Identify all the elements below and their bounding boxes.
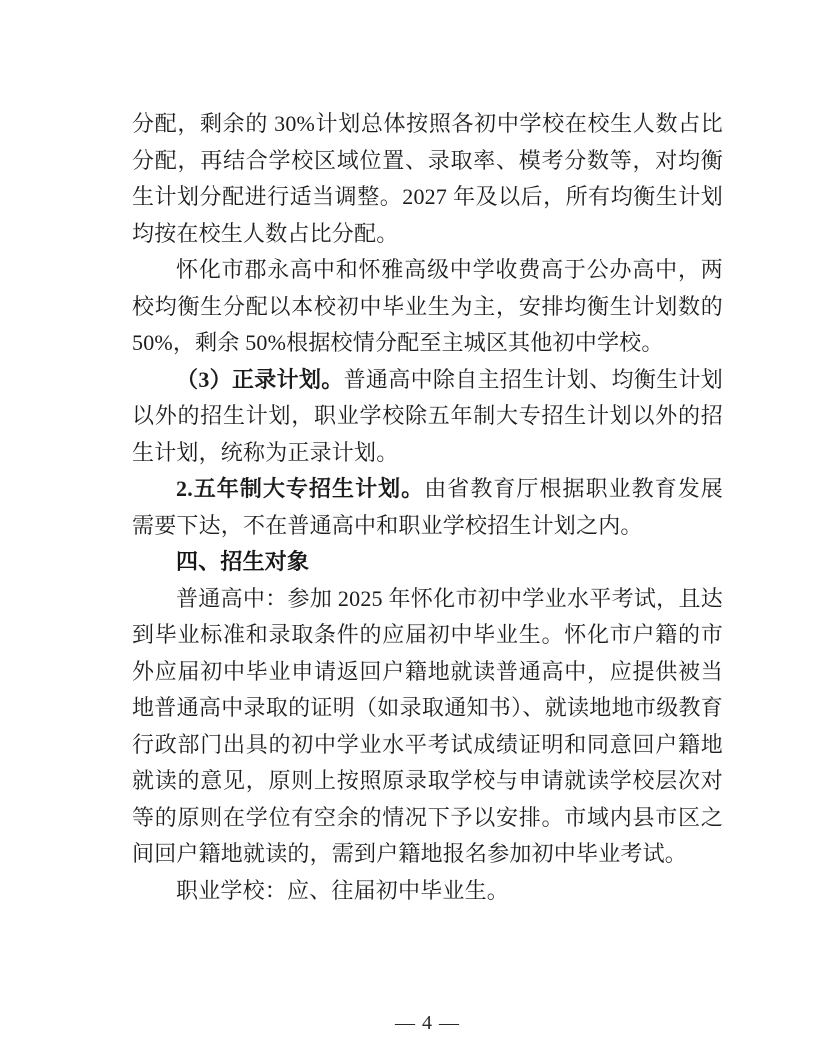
paragraph [132,873,723,910]
paragraph-lead: 2.五年制大专招生计划。 [176,476,425,501]
paragraph-text: 普通高中：参加 2025 年怀化市初中学业水平考试，且达到毕业标准和录取条件的应届初中毕业生。怀化市户籍的市外应届初中毕业申请返回户籍地就读普通高中，应提供被当地普通高中录取的证明（如录取通知书）、就读地地市级教育行政部门出具的初中学业水平考试成绩证明和同意回户籍地就读的意见，原则上按照原录取学校与申请就读学校层次对等的原则在学位有空余的情况下予以安排。市域内县市区之间回户籍地就读的，需到户籍地报名参加初中毕业考试。 [132,585,723,866]
paragraph [132,362,723,472]
paragraph-text: 普通高中除自主招生计划、均衡生计划以外的招生计划，职业学校除五年制大专招生计划以外的招生计划，统称为正录计划。 [132,366,724,465]
page-number-footer: — 4 — [395,1012,460,1034]
paragraph-text: 职业学校：应、往届初中毕业生。 [176,877,510,903]
paragraph-continuation [132,106,723,252]
paragraph-text: 分配，剩余的 30%计划总体按照各初中学校在校生人数占比分配，再结合学校区域位置、录取率、模考分数等，对均衡生计划分配进行适当调整。2027 年及以后，所有均衡生计划均按在校生人数占比分配。 [132,111,723,246]
document-body [132,106,723,909]
paragraph-text: 怀化市郡永高中和怀雅高级中学收费高于公办高中，两校均衡生分配以本校初中毕业生为主，安排均衡生计划数的 50%，剩余 50%根据校情分配至主城区其他初中学校。 [132,257,723,355]
paragraph [132,252,723,362]
paragraph [132,471,723,544]
paragraph-text: 由省教育厅根据职业教育发展需要下达，不在普通高中和职业学校招生计划之内。 [132,476,724,538]
section-heading: 四、招生对象 [176,549,310,574]
paragraph [132,581,723,873]
paragraph-lead: （3）正录计划。 [176,366,344,392]
